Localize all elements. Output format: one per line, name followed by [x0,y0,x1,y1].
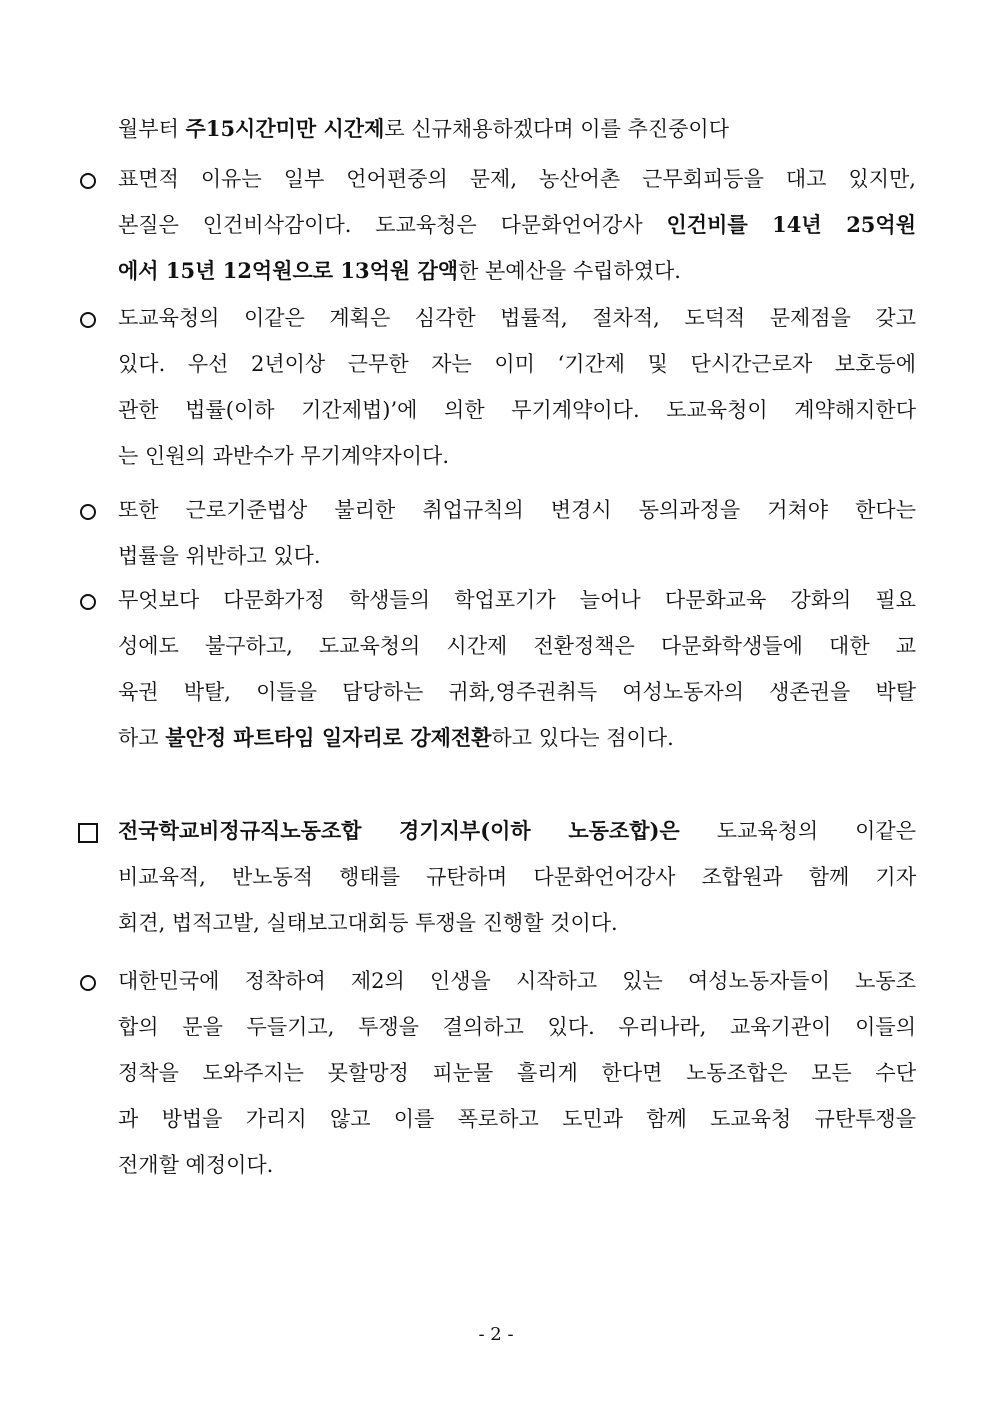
circle-bullet-icon [80,594,96,610]
text-line [118,814,916,848]
text-line [118,301,916,335]
text-run: 하고 있다는 점이다. [491,726,674,750]
text-line [118,906,916,940]
text-line [118,675,916,709]
paragraph [78,301,918,485]
text-line [118,1148,916,1182]
page-number: - 2 - [478,1324,514,1345]
text-line [118,539,916,573]
text-line [118,1010,916,1044]
text-run: 정착을 도와주지는 못할망정 피눈물 흘리게 한다면 노동조합은 모든 수단 [118,1061,916,1085]
text-run: 무엇보다 다문화가정 학생들의 학업포기가 늘어나 다문화교육 강화의 필요 [118,588,916,612]
text-line [118,583,916,617]
text-line [118,721,916,755]
text-run: 는 인원의 과반수가 무기계약자이다. [118,444,449,468]
text-run: 대한민국에 정착하여 제2의 인생을 시작하고 있는 여성노동자들이 노동조 [118,969,916,993]
text-line [118,393,916,427]
circle-bullet-icon [80,504,96,520]
circle-bullet-icon [80,975,96,991]
text-run: 있다. 우선 2년이상 근무한 자는 이미 ‘기간제 및 단시간근로자 보호등에 [118,352,916,376]
square-bullet-icon [78,823,98,843]
text-run: 합의 문을 두들기고, 투쟁을 결의하고 있다. 우리나라, 교육기관이 이들의 [118,1015,916,1039]
bold-text-run: 전국학교비정규직노동조합 경기지부(이하 노동조합)은 [118,818,680,843]
paragraph [78,112,918,158]
paragraph [78,814,918,952]
text-line [118,964,916,998]
paragraph [78,162,918,300]
text-run: 과 방법을 가리지 않고 이를 폭로하고 도민과 함께 도교육청 규탄투쟁을 [118,1107,916,1131]
bold-text-run: 인건비를 14년 25억원 [666,212,916,237]
text-line [118,112,916,146]
text-line [118,860,916,894]
text-run: 로 신규채용하겠다며 이를 추진중이다 [384,117,729,141]
bold-text-run: 주15시간미만 시간제 [185,116,385,141]
text-line [118,162,916,196]
text-run: 또한 근로기준법상 불리한 취업규칙의 변경시 동의과정을 거쳐야 한다는 [118,498,916,522]
text-line [118,439,916,473]
text-run: 관한 법률(이하 기간제법)’에 의한 무기계약이다. 도교육청이 계약해지한다 [118,398,916,422]
paragraph [78,964,918,1194]
text-line [118,208,916,242]
circle-bullet-icon [80,312,96,328]
text-line [118,254,916,288]
text-run: 월부터 [118,117,186,141]
text-run: 도교육청의 이같은 [679,819,916,843]
text-run: 육권 박탈, 이들을 담당하는 귀화,영주권취득 여성노동자의 생존권을 박탈 [118,680,916,704]
text-run: 본질은 인건비삭감이다. 도교육청은 다문화언어강사 [118,213,667,237]
bold-text-run: 불안정 파트타임 일자리로 강제전환 [165,725,492,750]
text-line [118,1056,916,1090]
text-run: 한 본예산을 수립하였다. [458,259,681,283]
text-line [118,629,916,663]
paragraph [78,493,918,585]
text-run: 법률을 위반하고 있다. [118,544,321,568]
text-line [118,493,916,527]
text-run: 전개할 예정이다. [118,1153,274,1177]
text-run: 도교육청의 이같은 계획은 심각한 법률적, 절차적, 도덕적 문제점을 갖고 [118,306,916,330]
text-run: 하고 [118,726,166,750]
text-run: 표면적 이유는 일부 언어편중의 문제, 농산어촌 근무회피등을 대고 있지만, [118,167,916,191]
text-run: 회견, 법적고발, 실태보고대회등 투쟁을 진행할 것이다. [118,911,618,935]
bold-text-run: 에서 15년 12억원으로 13억원 감액 [118,258,459,283]
text-line [118,1102,916,1136]
paragraph [78,583,918,767]
text-line [118,347,916,381]
text-run: 비교육적, 반노동적 행태를 규탄하며 다문화언어강사 조합원과 함께 기자 [118,865,916,889]
text-run: 성에도 불구하고, 도교육청의 시간제 전환정책은 다문화학생들에 대한 교 [118,634,916,658]
circle-bullet-icon [80,173,96,189]
